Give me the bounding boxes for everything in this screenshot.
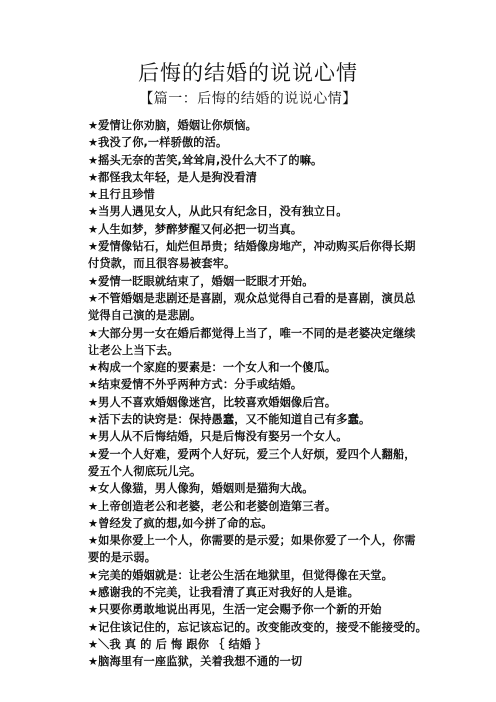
quote-line: ★构成一个家庭的要素是：一个女人和一个傻瓜。 (88, 361, 337, 375)
quote-line: ★男人从不后悔结婚，只是后悔没有娶另一个女人。 (88, 430, 348, 444)
quote-line: ★爱一个人好难，爱两个人好玩，爱三个人好烦，爱四个人翻船， (88, 447, 416, 461)
quote-line: ★都怪我太年轻，是人是狗没看清 (88, 170, 257, 184)
quote-line: ★结束爱情不外乎两种方式：分手或结婚。 (88, 378, 303, 392)
quote-line: ★且行且珍惜 (88, 188, 155, 202)
quote-line: ★爱情一眨眼就结束了，婚姻一眨眼才开始。 (88, 274, 314, 288)
quote-line: ★＼我 真 的 后 悔 跟你 ｛ 结婚 ｝ (88, 637, 267, 651)
quote-line: ★大部分男一女在婚后都觉得上当了，唯一不同的是老婆决定继续 (88, 326, 416, 340)
quote-line: 爱五个人彻底玩儿完。 (88, 464, 202, 478)
quote-line: 觉得自己演的是悲剧。 (88, 309, 202, 323)
quote-line: 付贷款，而且很容易被套牢。 (88, 257, 236, 271)
quote-line: ★男人不喜欢婚姻像迷宫，比较喜欢婚姻像后宫。 (88, 395, 337, 409)
quote-line: ★我没了你,一样骄傲的活。 (88, 136, 228, 150)
quote-line: ★如果你爱上一个人，你需要的是示爱；如果你爱了一个人，你需 (88, 534, 416, 548)
quote-line: ★当男人遇见女人，从此只有纪念日，没有独立日。 (88, 205, 348, 219)
quote-line: ★女人像猫，男人像狗，婚姻则是猫狗大战。 (88, 482, 314, 496)
quote-line: ★不管婚姻是悲剧还是喜剧，观众总觉得自己看的是喜剧，演员总 (88, 291, 416, 305)
quote-line: ★爱情让你劝脑，婚姻让你烦恼。 (88, 119, 257, 132)
quote-line: ★只要你勇敢地说出再见，生活一定会赐予你一个新的开始 (88, 603, 382, 617)
quote-line: 要的是示弱。 (88, 551, 157, 565)
quote-line: ★上帝创造老公和老婆，老公和老婆创造第三者。 (88, 499, 337, 513)
quote-line: ★摇头无奈的苦笑,耸耸肩,没什么大不了的嘛。 (88, 153, 323, 167)
quote-line: ★曾经发了疯的想,如今拼了命的忘。 (88, 516, 273, 530)
quote-line: ★记住该记住的，忘记该忘记的。改变能改变的，接受不能接受的。 (88, 620, 427, 634)
quote-line: ★完美的婚姻就是：让老公生活在地狱里，但觉得像在天堂。 (88, 568, 393, 582)
quote-line: ★爱情像钻石，灿烂但昂贵；结婚像房地产，冲动购买后你得长期 (88, 240, 416, 254)
quote-list (88, 117, 438, 671)
quote-line: ★脑海里有一座监狱，关着我想不通的一切 (88, 655, 303, 669)
quote-line: ★活下去的诀窍是：保持愚蠢，又不能知道自己有多蠢。 (88, 413, 371, 427)
document-title: 后悔的结婚的说说心情 (138, 61, 358, 85)
quote-line: ★人生如梦，梦醉梦醒又何必把一切当真。 (88, 222, 303, 236)
quote-line: ★感谢我的不完美，让我看清了真正对我好的人是谁。 (88, 586, 359, 600)
document-subtitle: 【篇一：后悔的结婚的说说心情】 (139, 91, 357, 107)
quote-line: 让老公上当下去。 (88, 343, 179, 357)
